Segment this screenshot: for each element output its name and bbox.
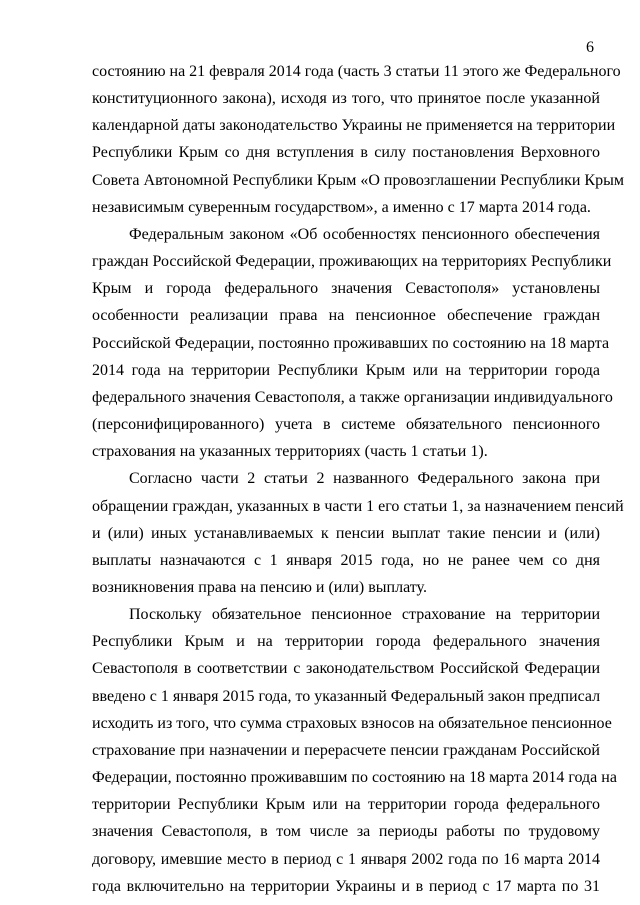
text-line: Российской Федерации, постоянно проживавших по состоянию на 18 марта [92,334,610,352]
text-line: Федерации, постоянно проживавшим по состоянию на 18 марта 2014 года на [92,769,617,787]
text-line: федерального значения Севастополя, а также организации индивидуального [92,388,613,406]
page-number: 6 [586,39,594,56]
paragraph [92,58,624,221]
text-line: Поскольку обязательное пенсионное страхование на территории [129,606,600,624]
text-line: состоянию на 21 февраля 2014 года (часть 3 статьи 11 этого же Федерального [92,63,621,80]
text-line: 2014 года на территории Республики Крым или на территории города [92,361,600,379]
text-line: возникновения права на пенсию и (или) выплату. [92,578,427,596]
text-line: Крым и города федерального значения Севастополя» установлены [92,280,600,298]
text-line: значения Севастополя, в том числе за периоды работы по трудовому [92,823,600,841]
text-line: договору, имевшие место в период с 1 января 2002 года по 16 марта 2014 [92,850,600,868]
paragraph [92,465,624,601]
text-line: введено с 1 января 2015 года, то указанный Федеральный закон предписал [92,687,601,705]
paragraph [92,221,613,465]
text-line: исходить из того, что сумма страховых взносов на обязательное пенсионное [92,714,612,732]
paragraph [92,601,617,900]
text-line: страхование при назначении и перерасчете пенсии гражданам Российской [92,741,600,759]
text-line: особенности реализации права на пенсионное обеспечение граждан [92,307,600,325]
text-line: года включительно на территории Украины и в период с 17 марта по 31 [92,877,600,895]
text-line: Согласно части 2 статьи 2 названного Федерального закона при [129,470,600,488]
text-line: конституционного закона), исходя из того, что принятое после указанной [92,90,600,108]
text-line: независимым суверенным государством», а именно с 17 марта 2014 года. [92,198,591,216]
text-line: календарной даты законодательство Украины не применяется на территории [92,117,616,135]
text-line: Севастополя в соответствии с законодательством Российской Федерации [92,660,600,678]
text-line: Республики Крым и на территории города федерального значения [92,633,600,651]
text-line: Совета Автономной Республики Крым «О провозглашении Республики Крым [92,171,624,189]
text-line: страхования на указанных территориях (часть 1 статьи 1). [92,443,488,461]
text-line: и (или) иных устанавливаемых к пенсии выплат такие пенсии и (или) [92,524,600,542]
text-line: выплаты назначаются с 1 января 2015 года, но не ранее чем со дня [92,551,600,569]
text-line: обращении граждан, указанных в части 1 его статьи 1, за назначением пенсий [92,497,624,515]
text-line: Федеральным законом «Об особенностях пенсионного обеспечения [129,225,600,243]
document-body [92,58,624,900]
text-line: (персонифицированного) учета в системе обязательного пенсионного [92,416,600,434]
text-line: Республики Крым со дня вступления в силу постановления Верховного [92,144,600,162]
text-line: граждан Российской Федерации, проживающих на территориях Республики [92,253,612,271]
text-line: территории Республики Крым или на территории города федерального [92,796,600,814]
